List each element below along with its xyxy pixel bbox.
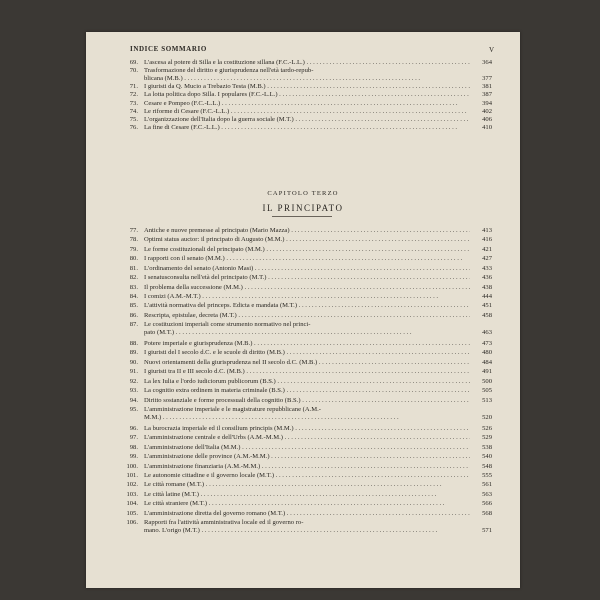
entry-page: 563 bbox=[482, 490, 492, 498]
entry-title: La burocrazia imperiale ed il consilium principis (M.M.) . . . bbox=[144, 425, 470, 433]
entry-title: L'ordinamento del senato (Antonio Masi) . . . bbox=[144, 265, 470, 273]
entry-page: 513 bbox=[482, 396, 492, 404]
entry-title: La fine di Cesare (F.C.-L.L.) . . . bbox=[144, 124, 470, 132]
entry-page: 571 bbox=[482, 527, 492, 535]
chapter-title: IL PRINCIPATO bbox=[262, 203, 344, 213]
entry-number: 106. bbox=[126, 519, 138, 527]
entry-page: 406 bbox=[482, 115, 492, 123]
entry-title: Rapporti fra l'attività amministrativa locale ed il governo ro- bbox=[144, 519, 304, 527]
entry-page: 402 bbox=[482, 107, 492, 115]
entry-title: L'ascesa al potere di Silla e la costituzione sillana (F.C.-L.L.) . . . bbox=[144, 59, 470, 67]
entry-number: 103. bbox=[126, 490, 138, 498]
entry-number: 69. bbox=[129, 59, 138, 66]
entry-number: 86. bbox=[129, 311, 138, 319]
entry-title: L'amministrazione centrale e dell'Urbs (A.M.-M.M.) . . . bbox=[144, 434, 470, 442]
entry-number: 72. bbox=[129, 91, 138, 99]
entry-page: 540 bbox=[482, 453, 492, 461]
entry-title-continued: pato (M.T.) . . . bbox=[144, 329, 470, 337]
entry-number: 77. bbox=[129, 227, 138, 234]
entry-page: 410 bbox=[482, 123, 492, 131]
entry-number: 93. bbox=[129, 387, 138, 395]
entry-title: Le città romane (M.T.) . . . bbox=[144, 481, 470, 489]
entry-title: Le riforme di Cesare (F.C.-L.L.) . . . bbox=[144, 108, 470, 116]
chapter-label: CAPITOLO TERZO bbox=[267, 190, 339, 197]
entry-page: 436 bbox=[482, 274, 492, 282]
entry-title: Antiche e nuove premesse al principato (Mario Mazza) . . . bbox=[144, 227, 470, 235]
entry-page: 566 bbox=[482, 500, 492, 508]
entry-title-continued: blicana (M.B.) . . . bbox=[144, 75, 470, 83]
entry-number: 92. bbox=[129, 377, 138, 385]
entry-title: Le autonomie cittadine e il governo locale (M.T.) . . . bbox=[144, 472, 470, 480]
entry-page: 444 bbox=[482, 292, 492, 300]
entry-page: 520 bbox=[482, 413, 492, 421]
entry-number: 100. bbox=[126, 462, 138, 470]
entry-number: 79. bbox=[129, 245, 138, 253]
chapter-rule bbox=[272, 216, 332, 217]
entry-page: 480 bbox=[482, 349, 492, 357]
entry-title: Il problema della successione (M.M.) . . . bbox=[144, 284, 470, 292]
entry-number: 81. bbox=[129, 264, 138, 272]
entry-page: 458 bbox=[482, 311, 492, 319]
entry-number: 75. bbox=[129, 115, 138, 123]
entry-title: I rapporti con il senato (M.M.) . . . bbox=[144, 255, 470, 263]
entry-title: Le costituzioni imperiali come strumento normativo nel princi- bbox=[144, 321, 311, 329]
entry-title: Le città latine (M.T.) . . . bbox=[144, 491, 470, 499]
entry-title: Diritto sostanziale e forme processuali della cognitio (B.S.) . . . bbox=[144, 397, 470, 405]
entry-title: I comizi (A.M.-M.T.) . . . bbox=[144, 293, 470, 301]
entry-number: 94. bbox=[129, 396, 138, 404]
entry-number: 82. bbox=[129, 274, 138, 282]
entry-page: 438 bbox=[482, 283, 492, 291]
entry-page: 529 bbox=[482, 434, 492, 442]
entry-title: Potere imperiale e giurisprudenza (M.B.) . . . bbox=[144, 340, 470, 348]
entry-page: 561 bbox=[482, 481, 492, 489]
entry-number: 91. bbox=[129, 368, 138, 376]
entry-page: 491 bbox=[482, 368, 492, 376]
entry-title: L'attività normativa del princeps. Edicta e mandata (M.T.) . . . bbox=[144, 302, 470, 310]
entry-number: 87. bbox=[129, 321, 138, 329]
entry-page: 473 bbox=[482, 340, 492, 348]
entry-page: 364 bbox=[482, 59, 492, 66]
entry-title: Rescripta, epistulae, decreta (M.T.) . . . bbox=[144, 312, 470, 320]
entry-number: 89. bbox=[129, 349, 138, 357]
entry-page: 377 bbox=[482, 75, 492, 83]
book-page bbox=[86, 32, 520, 588]
entry-page: 463 bbox=[482, 329, 492, 337]
entry-number: 98. bbox=[129, 443, 138, 451]
entry-number: 71. bbox=[129, 83, 138, 91]
entry-number: 85. bbox=[129, 302, 138, 310]
entry-page: 433 bbox=[482, 264, 492, 272]
entry-number: 70. bbox=[129, 67, 138, 75]
entry-title: Le città straniere (M.T.) . . . bbox=[144, 500, 470, 508]
entry-title: I senatusconsulta nell'età del principato (M.T.) . . . bbox=[144, 274, 470, 282]
entry-title: Trasformazione del diritto e giurisprudenza nell'età tardo-repub- bbox=[144, 67, 314, 75]
entry-number: 74. bbox=[129, 107, 138, 115]
entry-page: 548 bbox=[482, 462, 492, 470]
entry-number: 97. bbox=[129, 434, 138, 442]
entry-title: L'amministrazione imperiale e le magistrature repubblicane (A.M.- bbox=[144, 405, 321, 413]
entry-page: 413 bbox=[482, 227, 492, 234]
entry-title: Cesare e Pompeo (F.C.-L.L.) . . . bbox=[144, 100, 470, 108]
running-head: INDICE SOMMARIO bbox=[130, 45, 207, 53]
entry-page: 505 bbox=[482, 387, 492, 395]
entry-page: 387 bbox=[482, 91, 492, 99]
entry-title-continued: M.M.) . . . bbox=[144, 414, 470, 422]
entry-title: Le forme costituzionali del principato (M.M.) . . . bbox=[144, 246, 470, 254]
entry-number: 96. bbox=[129, 424, 138, 432]
entry-title: Optimi status auctor: il principato di Augusto (M.M.) . . . bbox=[144, 236, 470, 244]
entry-page: 484 bbox=[482, 358, 492, 366]
entry-title: La lotta politica dopo Silla. I populares (F.C.-L.L.) . . . bbox=[144, 91, 470, 99]
entry-title: La lex Iulia e l'ordo iudiciorum publicorum (B.S.) . . . bbox=[144, 378, 470, 386]
page-number: V bbox=[488, 46, 494, 54]
entry-number: 104. bbox=[126, 500, 138, 508]
entry-title: I giuristi da Q. Mucio a Trebazio Testa (M.B.) . . . bbox=[144, 83, 470, 91]
entry-page: 555 bbox=[482, 471, 492, 479]
entry-page: 526 bbox=[482, 424, 492, 432]
entry-number: 88. bbox=[129, 340, 138, 348]
entry-title: L'amministrazione diretta del governo romano (M.T.) . . . bbox=[144, 510, 470, 518]
entry-title: L'amministrazione delle province (A.M.-M.M.) . . . bbox=[144, 453, 470, 461]
entry-title-continued: mano. L'origo (M.T.) . . . bbox=[144, 527, 470, 535]
entry-title: L'amministrazione dell'Italia (M.M.) . . . bbox=[144, 444, 470, 452]
entry-title: Nuovi orientamenti della giurisprudenza nel II secolo d.C. (M.B.) . . . bbox=[144, 359, 470, 367]
entry-number: 73. bbox=[129, 99, 138, 107]
entry-number: 102. bbox=[126, 481, 138, 489]
entry-number: 76. bbox=[129, 123, 138, 131]
entry-number: 101. bbox=[126, 471, 138, 479]
entry-title: L'organizzazione dell'Italia dopo la guerra sociale (M.T.) . . . bbox=[144, 116, 470, 124]
entry-page: 451 bbox=[482, 302, 492, 310]
entry-title: I giuristi del I secolo d.C. e le scuole di diritto (M.B.) . . . bbox=[144, 349, 470, 357]
entry-title: La cognitio extra ordinem in materia criminale (B.S.) . . . bbox=[144, 387, 470, 395]
entry-number: 80. bbox=[129, 255, 138, 263]
entry-page: 421 bbox=[482, 245, 492, 253]
entry-page: 416 bbox=[482, 236, 492, 244]
entry-number: 84. bbox=[129, 292, 138, 300]
entry-page: 381 bbox=[482, 83, 492, 91]
entry-title: L'amministrazione finanziaria (A.M.-M.M.) . . . bbox=[144, 463, 470, 471]
entry-page: 394 bbox=[482, 99, 492, 107]
entry-number: 83. bbox=[129, 283, 138, 291]
entry-number: 90. bbox=[129, 358, 138, 366]
entry-number: 99. bbox=[129, 453, 138, 461]
entry-page: 427 bbox=[482, 255, 492, 263]
entry-number: 105. bbox=[126, 509, 138, 517]
entry-page: 568 bbox=[482, 509, 492, 517]
entry-number: 78. bbox=[129, 236, 138, 244]
entry-page: 500 bbox=[482, 377, 492, 385]
entry-page: 538 bbox=[482, 443, 492, 451]
entry-title: I giuristi tra II e III secolo d.C. (M.B.) . . . bbox=[144, 368, 470, 376]
entry-number: 95. bbox=[129, 405, 138, 413]
